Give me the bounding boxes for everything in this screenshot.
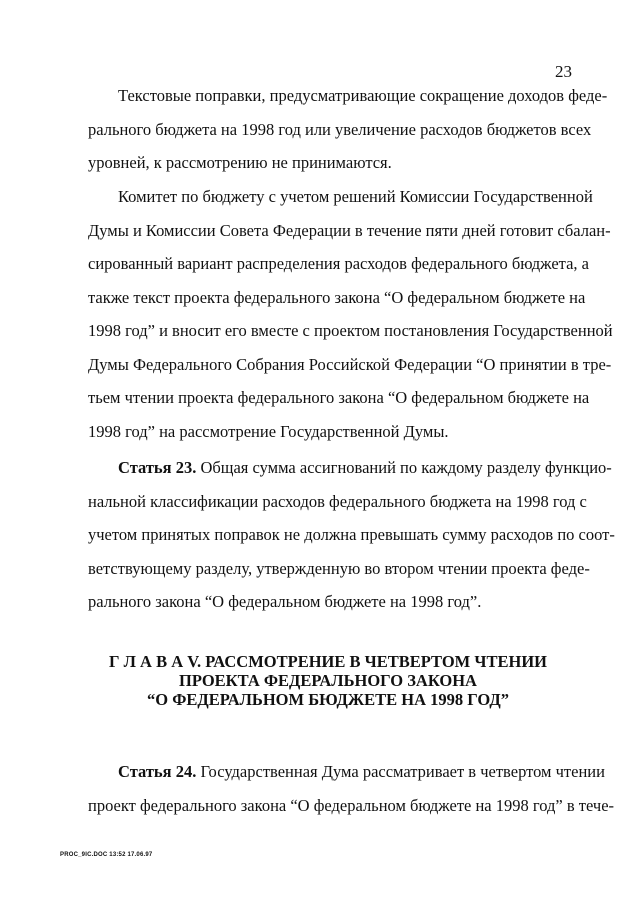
- paragraph-line: 1998 год” и вносит его вместе с проектом постановления Государственной: [88, 321, 613, 340]
- paragraph-line: также текст проекта федерального закона “О федеральном бюджете на: [88, 287, 586, 307]
- paragraph-line: учетом принятых поправок не должна превышать сумму расходов по соот-: [88, 525, 615, 544]
- paragraph-line: Комитет по бюджету с учетом решений Комиссии Государственной: [118, 187, 593, 206]
- paragraph-line: [88, 755, 605, 789]
- article-24: [88, 755, 615, 822]
- paragraph-line: нальной классификации расходов федерального бюджета на 1998 год с: [88, 491, 587, 511]
- paragraph-line: сированный вариант распределения расходов федерального бюджета, а: [88, 254, 589, 273]
- article-text: Государственная Дума рассматривает в четвертом чтении: [196, 762, 605, 781]
- paragraph-line: проект федерального закона “О федеральном бюджете на 1998 год” в тече-: [88, 795, 615, 815]
- chapter-heading: [88, 652, 568, 709]
- footer-file-info: PROC_9IC.DOC 13:52 17.06.97: [60, 852, 153, 858]
- page-number: 23: [555, 62, 572, 81]
- heading-line: Г Л А В А V. РАССМОТРЕНИЕ В ЧЕТВЕРТОМ ЧТЕНИИ: [109, 652, 547, 671]
- paragraph-line: рального закона “О федеральном бюджете на 1998 год”.: [88, 592, 482, 611]
- article-23: [88, 451, 615, 619]
- article-text: Общая сумма ассигнований по каждому разделу функцио-: [196, 458, 612, 477]
- paragraph-line: Текстовые поправки, предусматривающие сокращение доходов феде-: [118, 86, 608, 105]
- heading-line: “О ФЕДЕРАЛЬНОМ БЮДЖЕТЕ НА 1998 ГОД”: [147, 690, 509, 709]
- paragraph-budget-committee: [88, 180, 613, 448]
- paragraph-line: ветствующему разделу, утвержденную во втором чтении проекта феде-: [88, 558, 590, 578]
- paragraph-line: 1998 год” на рассмотрение Государственной Думы.: [88, 421, 449, 441]
- article-label: Статья 24.: [118, 762, 197, 781]
- paragraph-line: уровней, к рассмотрению не принимаются.: [88, 153, 392, 172]
- article-label: Статья 23.: [118, 458, 197, 477]
- paragraph-line: тьем чтении проекта федерального закона “О федеральном бюджете на: [88, 388, 590, 407]
- heading-line: ПРОЕКТА ФЕДЕРАЛЬНОГО ЗАКОНА: [179, 671, 477, 690]
- paragraph-amendments: [88, 79, 608, 180]
- paragraph-line: [88, 451, 612, 485]
- paragraph-line: Думы Федерального Собрания Российской Федерации “О принятии в тре-: [88, 354, 612, 374]
- paragraph-line: Думы и Комиссии Совета Федерации в течение пяти дней готовит сбалан-: [88, 220, 611, 240]
- paragraph-line: рального бюджета на 1998 год или увеличение расходов бюджетов всех: [88, 119, 592, 139]
